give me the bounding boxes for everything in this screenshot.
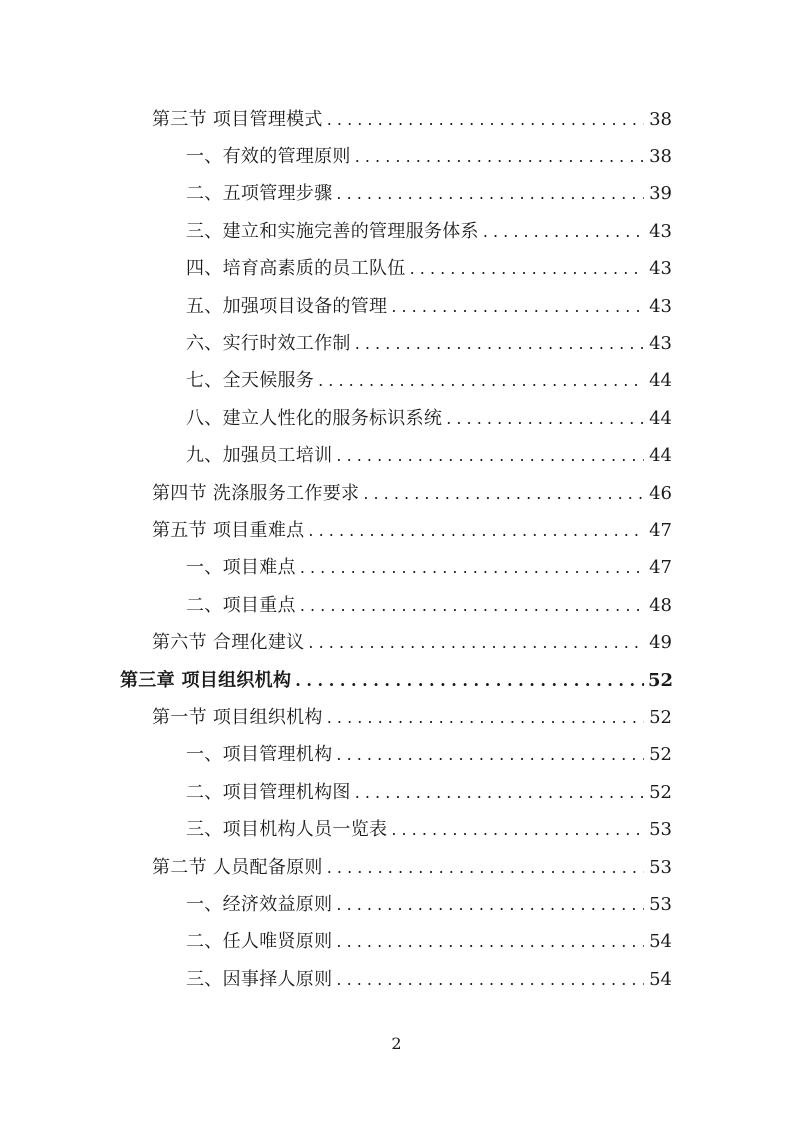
toc-entry-title: 二、项目管理机构图	[186, 781, 351, 803]
toc-leader-dots	[391, 820, 644, 839]
toc-entry-section[interactable]	[0, 697, 793, 734]
toc-entry-item[interactable]	[0, 136, 793, 173]
toc-entry-page: 53	[649, 856, 672, 878]
toc-entry-page: 43	[649, 258, 672, 280]
toc-entry-item[interactable]	[0, 809, 793, 846]
toc-entry-item[interactable]	[0, 361, 793, 398]
toc-entry-page: 47	[649, 557, 672, 579]
toc-entry-page: 52	[649, 706, 672, 728]
toc-entry-page: 54	[649, 968, 672, 990]
toc-leader-dots	[327, 858, 644, 877]
toc-entry-page: 38	[649, 108, 672, 130]
toc-leader-dots	[355, 783, 644, 802]
toc-entry-item[interactable]	[0, 922, 793, 959]
toc-entry-section[interactable]	[0, 510, 793, 547]
toc-entry-title: 第一节 项目组织机构	[152, 706, 323, 728]
toc-entry-item[interactable]	[0, 548, 793, 585]
toc-leader-dots	[295, 671, 644, 690]
toc-entry-title: 三、项目机构人员一览表	[186, 819, 388, 841]
toc-entry-title: 第六节 合理化建议	[152, 632, 305, 654]
toc-entry-page: 44	[649, 370, 672, 392]
toc-leader-dots	[336, 184, 644, 203]
toc-entry-title: 六、实行时效工作制	[186, 333, 351, 355]
toc-leader-dots	[327, 708, 644, 727]
toc-entry-page: 38	[649, 146, 672, 168]
toc-entry-item[interactable]	[0, 174, 793, 211]
toc-leader-dots	[336, 970, 644, 989]
toc-entry-title: 一、项目难点	[186, 557, 296, 579]
toc-entry-item[interactable]	[0, 585, 793, 622]
toc-leader-dots	[355, 147, 644, 166]
toc-entry-title: 一、经济效益原则	[186, 893, 333, 915]
table-of-contents	[0, 99, 793, 996]
toc-entry-title: 三、建立和实施完善的管理服务体系	[186, 220, 479, 242]
toc-entry-title: 五、加强项目设备的管理	[186, 295, 388, 317]
toc-leader-dots	[308, 633, 644, 652]
toc-entry-page: 44	[649, 445, 672, 467]
toc-entry-title: 八、建立人性化的服务标识系统	[186, 407, 443, 429]
toc-entry-item[interactable]	[0, 772, 793, 809]
toc-leader-dots	[446, 409, 644, 428]
toc-entry-title: 第三章 项目组织机构	[120, 669, 292, 691]
toc-entry-item[interactable]	[0, 286, 793, 323]
toc-entry-page: 43	[649, 295, 672, 317]
toc-entry-section[interactable]	[0, 847, 793, 884]
toc-entry-page: 49	[649, 632, 672, 654]
toc-entry-section[interactable]	[0, 473, 793, 510]
toc-entry-title: 二、项目重点	[186, 594, 296, 616]
toc-leader-dots	[363, 484, 644, 503]
toc-entry-section[interactable]	[0, 622, 793, 659]
toc-leader-dots	[327, 110, 644, 129]
toc-entry-item[interactable]	[0, 211, 793, 248]
toc-entry-page: 53	[649, 819, 672, 841]
toc-entry-page: 43	[649, 333, 672, 355]
toc-entry-title: 一、有效的管理原则	[186, 146, 351, 168]
toc-leader-dots	[300, 596, 644, 615]
toc-entry-title: 第二节 人员配备原则	[152, 856, 323, 878]
toc-entry-title: 二、任人唯贤原则	[186, 931, 333, 953]
toc-entry-title: 第五节 项目重难点	[152, 519, 305, 541]
toc-leader-dots	[336, 446, 644, 465]
toc-leader-dots	[355, 334, 644, 353]
toc-entry-page: 39	[649, 183, 672, 205]
toc-entry-page: 52	[649, 744, 672, 766]
toc-leader-dots	[336, 745, 644, 764]
toc-entry-title: 第三节 项目管理模式	[152, 108, 323, 130]
toc-entry-page: 47	[649, 519, 672, 541]
toc-entry-page: 43	[649, 220, 672, 242]
toc-leader-dots	[410, 259, 644, 278]
toc-entry-item[interactable]	[0, 735, 793, 772]
toc-entry-chapter[interactable]	[0, 660, 793, 697]
toc-entry-page: 52	[649, 781, 672, 803]
toc-entry-item[interactable]	[0, 884, 793, 921]
toc-leader-dots	[483, 222, 644, 241]
toc-leader-dots	[318, 371, 644, 390]
toc-entry-title: 四、培育高素质的员工队伍	[186, 258, 406, 280]
toc-leader-dots	[336, 932, 644, 951]
toc-entry-title: 一、项目管理机构	[186, 744, 333, 766]
toc-entry-title: 七、全天候服务	[186, 370, 315, 392]
toc-entry-page: 54	[649, 931, 672, 953]
toc-entry-item[interactable]	[0, 959, 793, 996]
toc-entry-section[interactable]	[0, 99, 793, 136]
toc-entry-item[interactable]	[0, 323, 793, 360]
toc-entry-title: 二、五项管理步骤	[186, 183, 333, 205]
toc-entry-title: 三、因事择人原则	[186, 968, 333, 990]
toc-entry-title: 第四节 洗涤服务工作要求	[152, 482, 360, 504]
toc-entry-page: 52	[648, 669, 674, 691]
page-number: 2	[391, 1034, 402, 1053]
toc-entry-item[interactable]	[0, 398, 793, 435]
toc-leader-dots	[308, 521, 644, 540]
toc-entry-page: 46	[649, 482, 672, 504]
toc-leader-dots	[391, 297, 644, 316]
toc-entry-item[interactable]	[0, 436, 793, 473]
toc-entry-item[interactable]	[0, 249, 793, 286]
toc-leader-dots	[336, 895, 644, 914]
toc-entry-page: 44	[649, 407, 672, 429]
toc-entry-page: 53	[649, 893, 672, 915]
toc-entry-page: 48	[649, 594, 672, 616]
toc-leader-dots	[300, 558, 644, 577]
toc-entry-title: 九、加强员工培训	[186, 445, 333, 467]
